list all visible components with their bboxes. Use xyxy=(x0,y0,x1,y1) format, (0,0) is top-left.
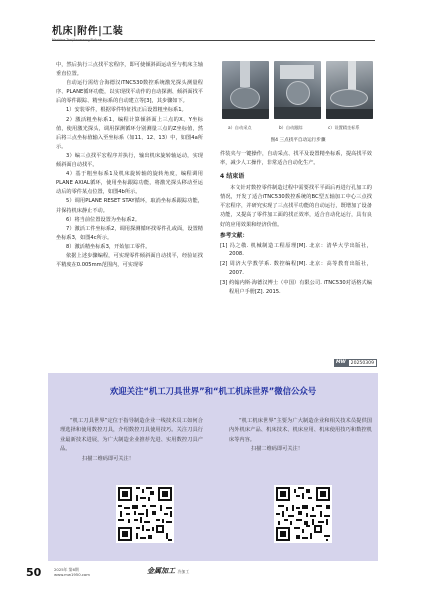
paragraph: 中，然后执行三点找平宏程序，即可使倾斜面运动至与机床主轴垂直位置。 xyxy=(56,62,203,78)
brand-suffix: 冷加工 xyxy=(177,569,190,574)
references-heading: 参考文献： xyxy=(220,232,248,239)
paragraph: 依据上述步骤编程，可实现零件倾斜面自动找平，经验证找平精度在0.005mm范围内，可实现零 xyxy=(56,252,203,269)
mw-logo: MW xyxy=(336,360,346,365)
qr-code-icon xyxy=(116,485,174,543)
header-divider xyxy=(52,40,375,41)
step-item: 7）激活工件坐标系2，调用探测循环找零件孔或面，设置精坐标系3，如图4c所示。 xyxy=(56,225,203,241)
figure-title: 图4 三点找平自动运行步骤 xyxy=(270,138,326,143)
wechat-promo-box xyxy=(48,373,378,561)
promo-text-machines xyxy=(229,417,372,455)
figure-4 xyxy=(222,61,374,130)
article-code-badge xyxy=(334,359,375,367)
promo-text-tools xyxy=(60,417,203,464)
figure-photo-a xyxy=(222,61,269,119)
left-column xyxy=(56,61,203,270)
website-link[interactable]: www.mw1950.com xyxy=(54,572,90,577)
step-item: 8）激活精坐标系3，开始加工零件。 xyxy=(66,243,151,250)
paragraph: 件装夹与一键操作，自动采点、找平及设置精坐标系，提高找平效率，减少人工操作，非常适合自动化生产。 xyxy=(220,151,372,167)
promo-description: “机工刀具世界”定位于指导制造企业一线技术员工如何合理选择和使用数控刀具，介绍数控刀具使用技巧。关注刀具行业最新技术进展，为广大制造企业推荐先进、实用数控刀具产品。 xyxy=(60,418,203,453)
paragraph: 自动运行需结合海德汉iTNC530数控系统激光探头测量程序、PLANE循环功能，以实现找平动作的自动探测、倾斜面找平后的零件跟踪、精坐标系的自动建立等[3]，其步骤如下。 xyxy=(56,80,203,105)
reference-item: [3] 约翰内斯·海德汉博士（中国）有限公司. iTNC530对话格式编程用户手册[Z]. 2015. xyxy=(220,279,372,295)
brand-name: 金属加工 xyxy=(147,566,175,575)
step-item: 2）激活粗坐标系1，编程计算倾斜面上三点的X、Y坐标值，使用激光探头，调用探测循环分别测量三点的Z坐标值，然后将三点坐标值输入至坐标系（如11、12、13）中，如图4a所示。 xyxy=(56,116,203,150)
figure-caption-a: a）自动采点 xyxy=(228,125,252,130)
figure-caption-b: b）自动跟踪 xyxy=(279,125,303,130)
step-item: 3）编三点找平宏程序并执行，输出机床旋转轴运动，实现倾斜面自动找平。 xyxy=(56,152,203,169)
magazine-brand xyxy=(147,566,189,576)
reference-item: [1] 冯之敬. 机械制造工程原理[M]. 北京：清华大学出版社，2008. xyxy=(220,242,372,258)
scan-prompt: 扫描二维码即可关注！ xyxy=(251,446,303,453)
figure-photo-b xyxy=(274,61,321,119)
page-number: 50 xyxy=(26,566,42,579)
promo-title: 欢迎关注“机工刀具世界”和“机工机床世界”微信公众号 xyxy=(109,386,317,396)
qr-code-tools[interactable] xyxy=(116,485,174,543)
issue-info xyxy=(54,567,90,577)
conclusion-paragraph: 本文针对数控零件制造过程中需要找平平面后再进行孔加工的情况，开发了适合iTNC530数控系统的BC型五轴加工中心三点找平宏程序，并研究实现了三点找平功能的自动运行，既增加了设备功能，又提高了零件加工面的找正效率，适合自动化运行，具有良好的应用效果和经济价值。 xyxy=(220,185,372,228)
issue-label: 2025年 第6期 xyxy=(54,567,79,572)
step-item: 4）基于粗坐标系1及机床旋转轴的旋转角度，编程调用PLANE AXIAL循环，使用坐标跟踪功能，将激光探头移动至运动后的零件某点位置，如图4b所示。 xyxy=(56,171,203,196)
section-heading: 4 结束语 xyxy=(220,173,245,181)
figure-caption-c: c）设置精坐标系 xyxy=(328,125,360,130)
right-column xyxy=(220,150,372,296)
scan-prompt: 扫描二维码即可关注！ xyxy=(82,455,134,462)
step-item: 6）将当前位置设置为坐标系2。 xyxy=(66,216,141,223)
step-item: 5）调用PLANE RESET STAY循环，取消坐标系跟踪功能，并保持机床静止不动。 xyxy=(56,198,203,214)
reference-item: [2] 周济大学教学系. 数控编程[M]. 北京：高等教育出版社，2007. xyxy=(220,261,372,277)
qr-code-machines[interactable] xyxy=(274,485,332,543)
section-header xyxy=(52,22,142,42)
promo-description: “机工机床世界”主要为广大制造企业和相关技术员提供国内外机床产品、机床技术、机床应用、机床使用技巧和数控机床等内容。 xyxy=(229,418,372,443)
step-item: 1）安装零件，根据零件特征找正后设置粗坐标系1。 xyxy=(66,107,187,114)
qr-code-icon xyxy=(274,485,332,543)
article-code: 20250309 xyxy=(348,359,377,367)
figure-photo-c xyxy=(326,61,373,119)
section-title: 机床|附件|工装 xyxy=(52,26,124,37)
